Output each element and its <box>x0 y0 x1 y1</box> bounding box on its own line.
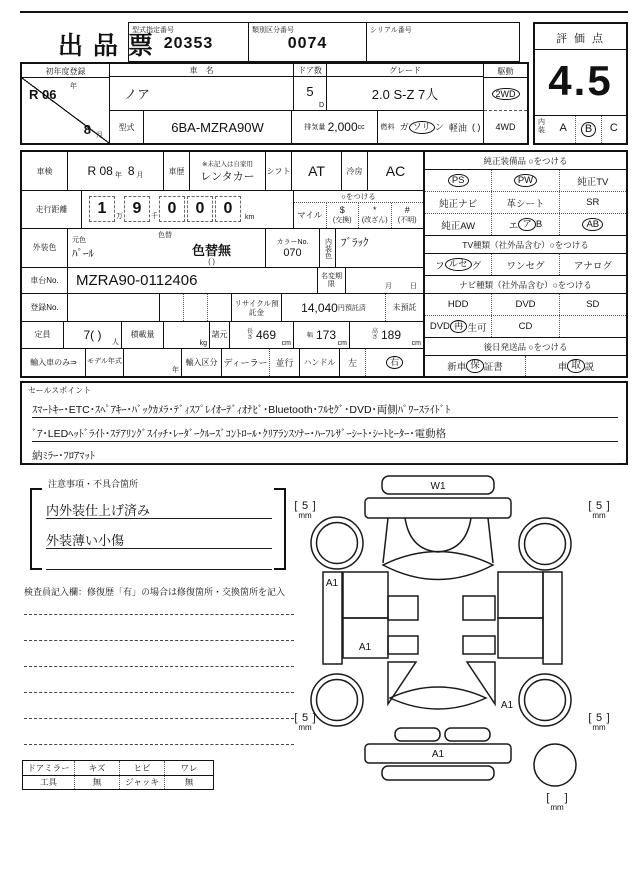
chassis-number: MZRA90-0112406 <box>68 268 318 294</box>
notes-label: 注意事項・不具合箇所 <box>48 479 139 489</box>
odometer-d1: 0 <box>159 196 185 222</box>
model-label: 型式 <box>110 111 144 143</box>
chassis-label: 車台No. <box>22 268 68 294</box>
tv-fullseg: フ ルセ グ <box>425 254 492 275</box>
mileage-mark-block <box>294 191 423 227</box>
capacity-label: 定員 <box>22 322 64 348</box>
tools-break: ワレ <box>180 762 198 773</box>
equip-airbag: エ ア B <box>492 214 559 235</box>
tread-front-right: [ 5 ] mm <box>588 500 610 521</box>
equip-pw: PW <box>492 170 559 191</box>
interior-grade-c: C <box>601 116 626 143</box>
model-value: 6BA-MZRA90W <box>144 111 292 143</box>
mark-unknown: # (不明) <box>397 205 417 225</box>
import-row <box>22 349 423 377</box>
inspector-line <box>24 666 294 667</box>
front-panel-label: W1 <box>430 481 446 492</box>
interior-grade-a: A <box>559 122 567 134</box>
shaken-row <box>22 152 423 191</box>
drive-cell <box>483 64 527 143</box>
tread-rear-right: [ 5 ] mm <box>588 712 610 733</box>
rear-bumper-label: A1 <box>431 749 445 760</box>
sales-points-label: セールスポイント <box>28 386 92 395</box>
right-rear-door <box>498 618 543 658</box>
car-name-cell <box>110 64 294 110</box>
equip-navi: 純正ナビ <box>425 192 492 213</box>
shaken-value: R 08 年 8 月 <box>68 152 164 190</box>
car-name-label: 車 名 <box>110 64 293 77</box>
inspector-line <box>24 640 294 641</box>
equip-abs: AB <box>560 214 626 235</box>
inspector-line <box>24 692 294 693</box>
shift-value: AT <box>292 152 342 190</box>
sales-points-line3: 納ﾐﾗｰ･ﾌﾛｱﾏｯﾄ <box>32 441 618 464</box>
color-change-value: 色替無 <box>191 242 231 258</box>
inspector-line <box>24 744 294 745</box>
front-panel <box>365 498 511 518</box>
name-change-label: 名変期限 <box>318 268 346 294</box>
equip-aw: 純正AW <box>425 214 492 235</box>
grade-label: グレード <box>327 64 483 77</box>
equipment-column <box>425 152 626 376</box>
left-front-door <box>343 572 388 618</box>
front-left-wheel <box>311 517 363 569</box>
height-label: 高さ <box>371 328 378 341</box>
tread-front-left: [ 5 ] mm <box>294 500 316 521</box>
width-cell: 幅 173 cm <box>294 322 350 348</box>
serial-cell <box>367 23 519 61</box>
fuel-diesel: 軽油 <box>448 122 467 133</box>
interior-color-value: ﾌﾞﾗｯｸ <box>341 236 369 249</box>
windshield <box>383 552 493 580</box>
tread-spare: [ ] mm <box>546 792 568 813</box>
sales-points-line1: ｽﾏｰﾄｷｰ･ETC･ｽﾍﾟｱｷｰ･ﾊﾞｯｸｶﾒﾗ･ﾃﾞｨｽﾌﾟﾚｲｵｰﾃﾞｨｵﾅﾋﾞ･Bluetooth･ﾌﾙｾｸﾞ･DVD･両側ﾊﾟﾜｰｽﾗｲﾄﾞﾄ <box>32 395 618 418</box>
rear-right-wheel <box>519 674 571 726</box>
year-unit: 年 <box>70 83 77 90</box>
tools-table <box>22 760 214 790</box>
right-rear-panel-label: A1 <box>500 700 514 711</box>
score-value: 4.5 <box>548 57 613 104</box>
navi-sd: SD <box>586 299 600 310</box>
history-note: ※未記入は自家用 <box>202 160 253 168</box>
right-sill <box>543 572 562 664</box>
tread-rear-left: [ 5 ] mm <box>294 712 316 733</box>
color-no-value: 070 <box>283 246 302 259</box>
history-cell <box>190 152 266 190</box>
width-label: 幅 <box>306 333 313 340</box>
vehicle-main-table <box>20 62 529 145</box>
tools-scratch: キズ <box>75 761 120 775</box>
cooling-value: AC <box>385 163 406 180</box>
interior-grade-row <box>535 115 626 143</box>
interior-grade-label: 内装 <box>538 119 545 134</box>
notes-line2: 外装薄い小傷 <box>46 524 272 549</box>
mark-exchange: $ (交換) <box>327 203 360 227</box>
odometer-man: 1 <box>89 196 115 222</box>
color-no-cell <box>266 229 320 267</box>
length-label: 長さ <box>246 328 253 341</box>
height-cell: 高さ 189 cm <box>371 327 421 347</box>
chassis-row <box>22 268 423 295</box>
month-unit: 月 <box>96 132 103 139</box>
score-box <box>533 22 628 145</box>
grade-cell <box>327 64 483 110</box>
interior-color-label: 内装色 <box>320 229 336 267</box>
rear-lower-panel <box>382 766 494 780</box>
odometer-d3: 0 <box>215 196 241 222</box>
grade-value: 2.0 S-Z 7人 <box>371 87 439 102</box>
base-color-label: 元色 <box>72 236 86 244</box>
tools-none1: 無 <box>75 776 120 790</box>
odometer-label: 走行距離 <box>22 191 82 227</box>
handle-left: 左 <box>340 349 366 377</box>
model-year-label: モデル年式 <box>86 349 124 377</box>
notes-bracket-left <box>30 488 42 570</box>
car-top-view <box>285 468 640 834</box>
car-condition-diagram <box>285 468 640 834</box>
capacity-row <box>22 322 423 349</box>
color-row <box>22 229 423 268</box>
color-cell <box>68 229 266 267</box>
recycle-none: 未預託 <box>392 303 417 313</box>
displacement-cell <box>292 111 378 143</box>
drive-label: 駆動 <box>484 64 527 78</box>
left-door-panel-label: A1 <box>358 642 372 653</box>
front-right-wheel <box>519 518 571 570</box>
name-change-value: 月 日 <box>385 283 417 291</box>
shift-label: シフト <box>266 152 292 190</box>
tools-tool: 工具 <box>23 776 75 790</box>
cooling-label: 冷房 <box>342 152 368 190</box>
load-unit: kg <box>199 339 207 347</box>
first-registration-value <box>22 78 109 143</box>
model-code-value: 20353 <box>163 35 214 52</box>
tools-none2: 無 <box>184 777 194 788</box>
mile-label: マイル <box>294 203 327 227</box>
navi-cd: CD <box>492 316 559 337</box>
mark-tampered: * (改ざん) <box>359 203 392 227</box>
registration-sub1 <box>160 294 184 321</box>
odometer-value: 1 万 9 千 0 0 0 km <box>82 191 294 227</box>
registration-sub2 <box>184 294 208 321</box>
load-label: 積載量 <box>122 322 164 348</box>
doors-label: ドア数 <box>294 64 326 77</box>
displacement-label: 排気量 <box>304 124 326 131</box>
capacity-value: 7( ) 人 <box>64 322 122 348</box>
tv-type-header: TV種類（社外品含む）○をつける <box>425 236 626 254</box>
navi-type-header: ナビ種類（社外品含む）○をつける <box>425 276 626 294</box>
equip-leather: 革シート <box>492 192 559 213</box>
inspector-line <box>24 718 294 719</box>
first-reg-year: R 06 <box>29 87 57 102</box>
exterior-color-label: 外装色 <box>22 229 68 267</box>
first-registration-label: 初年度登録 <box>22 64 109 78</box>
load-value <box>164 322 210 348</box>
base-color-value: ﾊﾟｰﾙ <box>72 247 94 260</box>
spec-label: 諸元 <box>210 322 230 348</box>
navi-dvd-play: DVD 再 生可 <box>425 316 492 337</box>
odometer-d2: 0 <box>187 196 213 222</box>
history-label: 車歴 <box>164 152 190 190</box>
handle-right: 右 <box>366 349 423 377</box>
model-year-value: 年 <box>124 349 182 377</box>
model-code-cell <box>129 23 249 61</box>
odometer-unit: km <box>245 213 255 221</box>
page-title: 出品票 <box>58 32 164 60</box>
first-registration-cell <box>22 64 110 143</box>
tools-crack: ヒビ <box>120 761 165 775</box>
inspector-line <box>24 614 294 615</box>
top-rule <box>20 11 628 13</box>
spec-grid <box>20 150 628 378</box>
import-label: 輸入車のみ⇒ <box>22 349 86 377</box>
sales-points-line2: ﾞｱ･LEDﾍｯﾄﾞﾗｲﾄ･ｽﾃｱﾘﾝｸﾞｽｲｯﾁ･ﾚｰﾀﾞｰｸﾙｰｽﾞｺﾝﾄﾛｰﾙ･ｸﾘｱﾗﾝｽｿﾅｰ･ﾊｰﾌﾚｻﾞｰｼｰﾄ･ｼｰﾄﾋｰﾀｰ･電動格 <box>32 419 618 442</box>
doors-value: 5 D <box>306 84 324 109</box>
tools-door-mirror: ドアミラー <box>23 761 75 775</box>
shaken-label: 車検 <box>22 152 68 190</box>
recycle-label: リサイクル預託金 <box>232 294 282 321</box>
class-code-label: 類別区分番号 <box>252 27 294 34</box>
first-reg-month: 8 <box>83 122 91 137</box>
car-name-value: ノア <box>124 87 151 102</box>
model-code-label: 型式指定番号 <box>132 27 174 34</box>
class-code-cell <box>249 23 367 61</box>
fuel-paren: ( ) <box>471 122 481 132</box>
later-ship-header: 後日発送品 ○をつける <box>425 338 626 356</box>
right-front-door <box>498 572 543 618</box>
recycle-deposited: 14,040 円預託済 <box>282 294 386 321</box>
drive-2wd: 2WD <box>484 78 527 111</box>
registration-value <box>68 294 160 321</box>
equip-tv: 純正TV <box>577 176 609 188</box>
fuel-cell <box>378 111 483 143</box>
displacement-unit: cc <box>357 123 365 131</box>
later-manual: 車 取 説 <box>557 360 595 373</box>
import-parallel: 並行 <box>270 349 300 377</box>
notes-line3 <box>46 552 272 570</box>
equip-ps: PS <box>425 170 492 191</box>
navi-hdd: HDD <box>425 294 492 315</box>
score-label: 評 価 点 <box>535 24 626 50</box>
tv-analog: アナログ <box>573 260 612 272</box>
equipment-header: 純正装備品 ○をつける <box>425 152 626 170</box>
import-type-label: 輸入区分 <box>182 349 222 377</box>
capacity-unit: 人 <box>112 338 119 346</box>
navi-dvd: DVD <box>492 294 559 315</box>
left-sill-panel-label: A1 <box>325 578 339 589</box>
fuel-label: 燃料 <box>380 124 395 131</box>
class-code-value: 0074 <box>287 35 328 52</box>
tools-jack: ジャッキ <box>120 776 165 790</box>
equip-sr: SR <box>586 197 600 208</box>
import-dealer: ディーラー <box>222 349 270 377</box>
notes-line1: 内外装仕上げ済み <box>46 494 272 519</box>
doors-unit: D <box>318 102 324 109</box>
registration-label: 登録No. <box>22 294 68 321</box>
fuel-gasoline: ガ ソリ ン <box>399 122 444 133</box>
drive-4wd: 4WD <box>495 122 516 132</box>
serial-label: シリアル番号 <box>370 27 412 34</box>
history-value: レンタカー <box>200 170 255 183</box>
length-cell: 長さ 469 cm <box>230 322 294 348</box>
color-change-paren: ( ) <box>208 258 215 266</box>
later-warranty: 新車 保 証書 <box>425 356 526 376</box>
inspector-note: 検査員記入欄：修復歴「有」の場合は修復箇所・交換箇所を記入 <box>24 587 286 597</box>
odometer-row <box>22 191 423 228</box>
interior-grade-b: B <box>575 116 600 143</box>
header-code-boxes <box>128 22 520 62</box>
handle-label: ハンドル <box>300 349 340 377</box>
navi-empty <box>560 316 626 337</box>
displacement-value: 2,000 <box>327 120 358 134</box>
sales-points-box <box>20 381 628 465</box>
circle-note: ○をつける <box>294 191 423 203</box>
color-change-label: 色替 <box>158 231 172 239</box>
spare-tire <box>534 744 576 786</box>
registration-sub3 <box>208 294 232 321</box>
tv-oneseg: ワンセグ <box>492 254 559 275</box>
color-no-label: カラーNo. <box>276 238 309 246</box>
registration-row <box>22 294 423 322</box>
doors-cell <box>294 64 327 110</box>
odometer-sen: 9 <box>124 196 150 222</box>
rear-window <box>390 687 486 709</box>
